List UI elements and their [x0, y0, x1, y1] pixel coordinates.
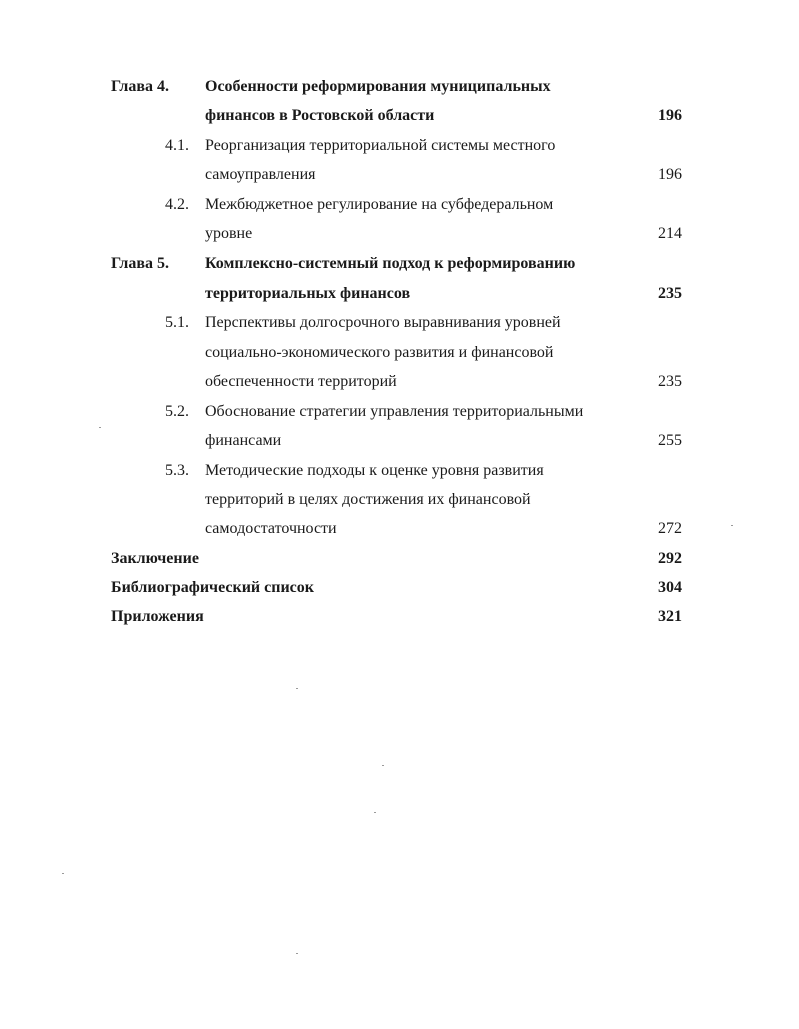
- section-5-1-title-line1: Перспективы долгосрочного выравнивания уровней: [205, 314, 561, 331]
- chapter-4-title-line2: финансов в Ростовской области: [205, 107, 435, 124]
- section-4-1-page: 196: [658, 166, 682, 183]
- chapter-4-label: Глава 4.: [111, 78, 169, 95]
- bibliography-page: 304: [658, 579, 682, 596]
- section-4-2-title-line1: Межбюджетное регулирование на субфедеральном: [205, 196, 554, 213]
- section-4-2-number: 4.2.: [165, 196, 189, 213]
- chapter-5-title-line1: Комплексно-системный подход к реформированию: [205, 255, 576, 272]
- chapter-4-page: 196: [658, 107, 682, 124]
- section-5-3-title-line3: самодостаточности: [205, 520, 337, 537]
- section-5-2-number: 5.2.: [165, 403, 189, 420]
- section-5-3-number: 5.3.: [165, 462, 189, 479]
- conclusion-title: Заключение: [111, 550, 199, 567]
- section-5-2-title-line2: финансами: [205, 432, 282, 449]
- section-4-1-title-line2: самоуправления: [205, 166, 316, 183]
- chapter-4-title-line1: Особенности реформирования муниципальных: [205, 78, 551, 95]
- chapter-5-page: 235: [658, 285, 682, 302]
- scan-speck: [296, 688, 298, 689]
- section-5-3-title-line2: территорий в целях достижения их финансовой: [205, 491, 531, 508]
- appendices-title: Приложения: [111, 608, 204, 625]
- conclusion-page: 292: [658, 550, 682, 567]
- section-5-1-page: 235: [658, 373, 682, 390]
- appendices-page: 321: [658, 608, 682, 625]
- section-4-2-page: 214: [658, 225, 682, 242]
- section-4-1-title-line1: Реорганизация территориальной системы местного: [205, 137, 556, 154]
- bibliography-title: Библиографический список: [111, 579, 314, 596]
- scan-speck: [374, 812, 376, 813]
- scan-speck: [296, 953, 298, 954]
- section-5-1-number: 5.1.: [165, 314, 189, 331]
- section-5-2-title-line1: Обоснование стратегии управления территориальными: [205, 403, 584, 420]
- section-5-2-page: 255: [658, 432, 682, 449]
- section-5-3-page: 272: [658, 520, 682, 537]
- section-5-1-title-line3: обеспеченности территорий: [205, 373, 397, 390]
- section-4-1-number: 4.1.: [165, 137, 189, 154]
- scan-speck: [731, 525, 733, 526]
- scan-speck: [382, 765, 384, 766]
- scan-speck: [62, 873, 64, 874]
- section-5-3-title-line1: Методические подходы к оценке уровня развития: [205, 462, 544, 479]
- chapter-5-label: Глава 5.: [111, 255, 169, 272]
- section-5-1-title-line2: социально-экономического развития и финансовой: [205, 344, 554, 361]
- section-4-2-title-line2: уровне: [205, 225, 253, 242]
- scan-speck: [99, 427, 101, 428]
- chapter-5-title-line2: территориальных финансов: [205, 285, 411, 302]
